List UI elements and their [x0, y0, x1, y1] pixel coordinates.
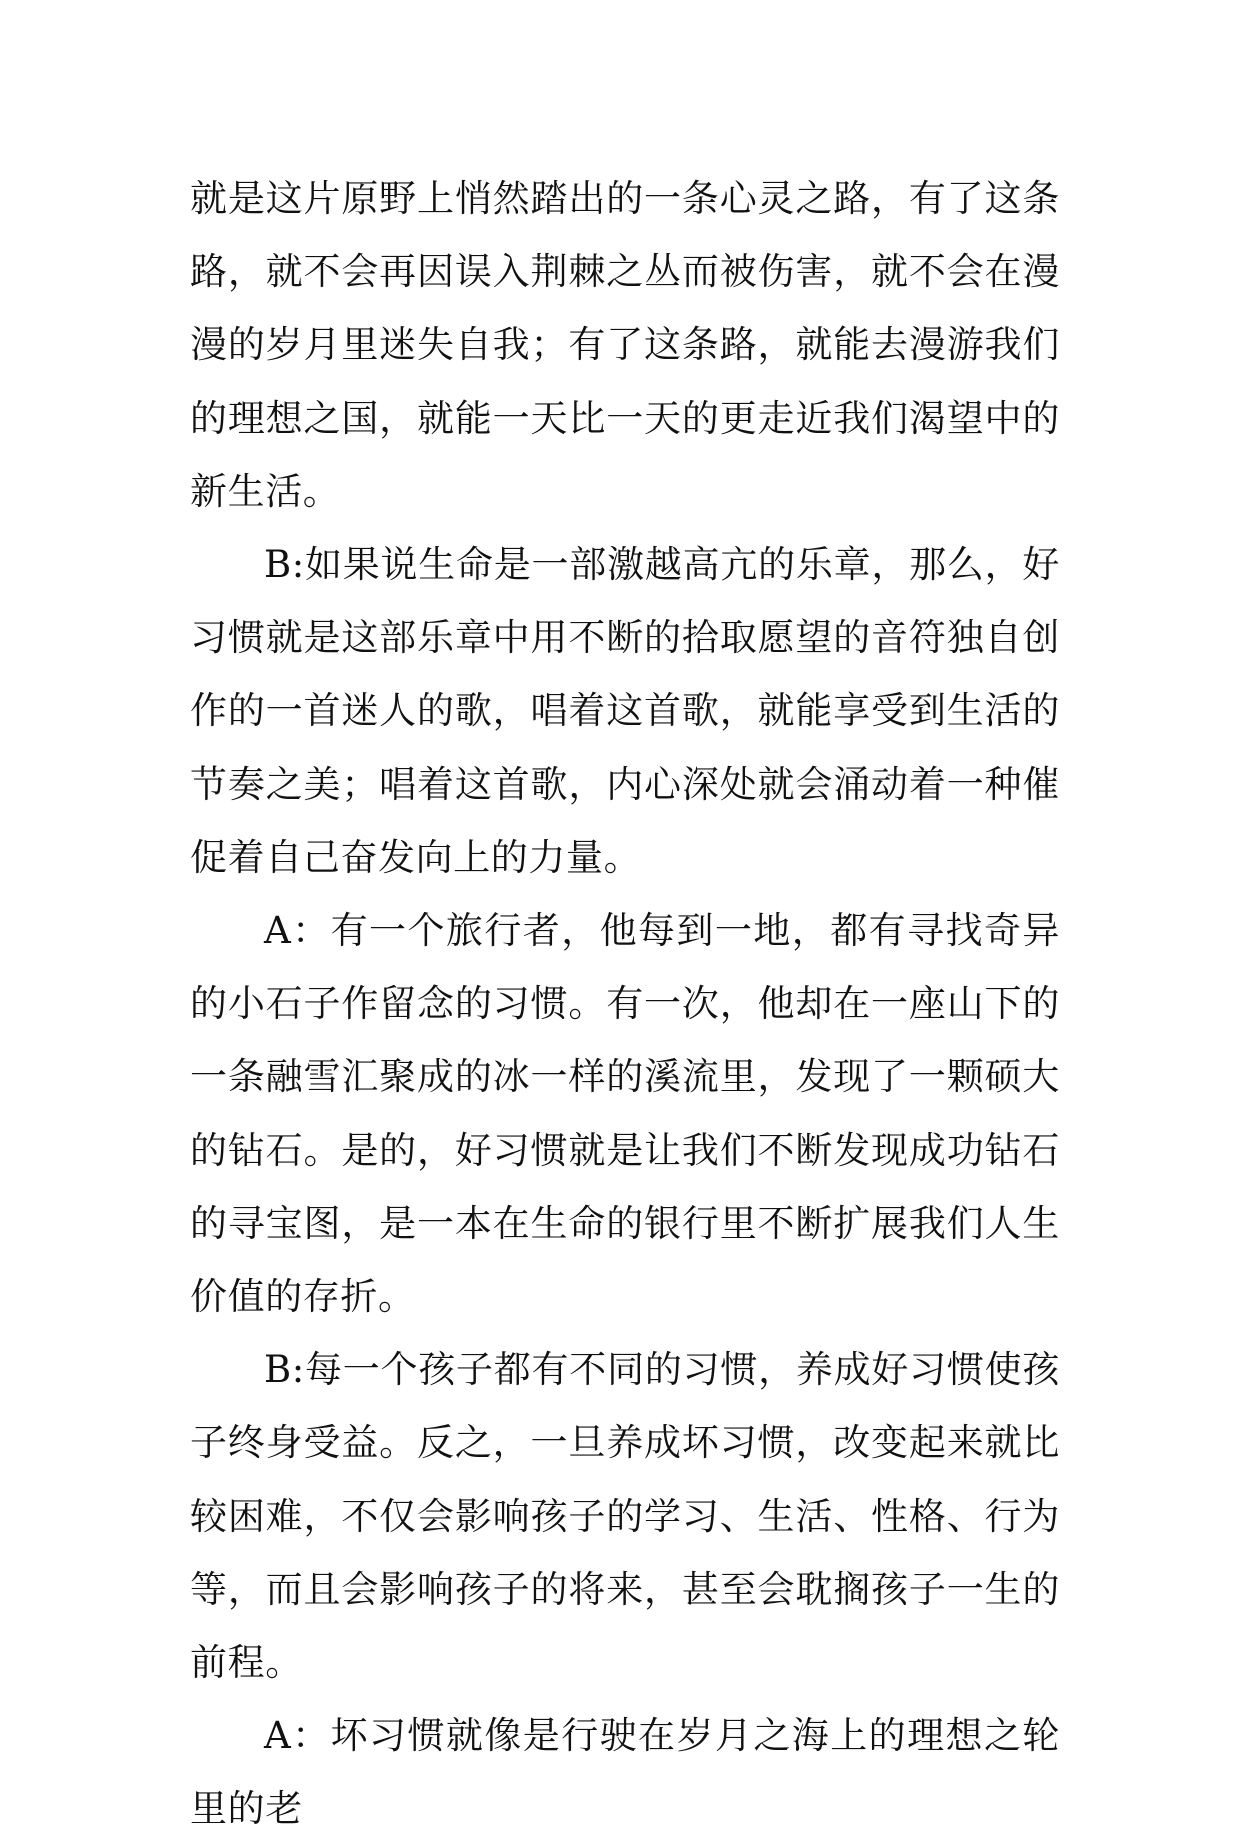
paragraph-a-bad-habit: A：坏习惯就像是行驶在岁月之海上的理想之轮里的老	[190, 1714, 1060, 1831]
paragraph-b-life-song: B:如果说生命是一部激越高亢的乐章，那么，好习惯就是这部乐章中用不断的拾取愿望的音符独自创作的一首迷人的歌，唱着这首歌，就能享受到生活的节奏之美；唱着这首歌，内心深处就会涌动着一种催促着自己奋发向上的力量。	[190, 543, 1060, 879]
paragraph-b-child-habits: B:每一个孩子都有不同的习惯，养成好习惯使孩子终身受益。反之，一旦养成坏习惯，改变起来就比较困难，不仅会影响孩子的学习、生活、性格、行为等，而且会影响孩子的将来，甚至会耽搁孩子一生的前程。	[190, 1348, 1060, 1685]
paragraph-a-traveler-diamond: A：有一个旅行者，他每到一地，都有寻找奇异的小石子作留念的习惯。有一次，他却在一座山下的一条融雪汇聚成的冰一样的溪流里，发现了一颗硕大的钻石。是的，好习惯就是让我们不断发现成功钻石的寻宝图，是一本在生命的银行里不断扩展我们人生价值的存折。	[190, 909, 1060, 1319]
paragraph-continuation: 就是这片原野上悄然踏出的一条心灵之路，有了这条路，就不会再因误入荆棘之丛而被伤害，就不会在漫漫的岁月里迷失自我；有了这条路，就能去漫游我们的理想之国，就能一天比一天的更走近我们渴望中的新生活。	[190, 177, 1060, 513]
document-body	[190, 162, 1060, 1846]
